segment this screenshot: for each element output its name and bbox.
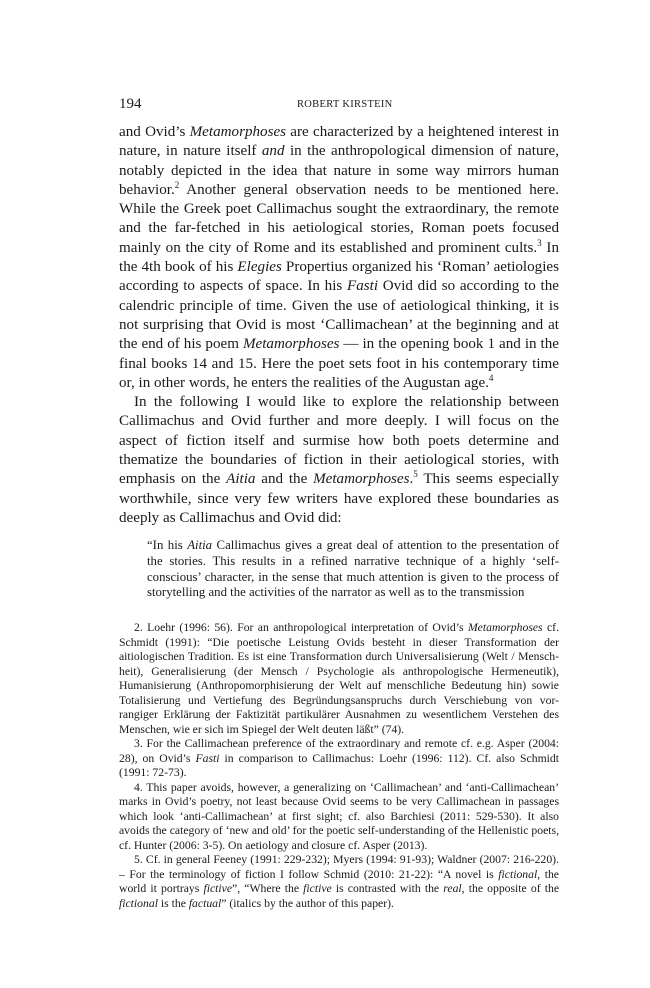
text-run: In the 4th book of his <box>119 239 559 276</box>
text-run: , the opposite of the <box>461 882 560 896</box>
italic-term: real <box>443 882 462 896</box>
text-run: Callimachus gives a great deal of attention to the presentation of the stories. This results in a refined narrative technique of a highly ‘self-conscious’ character, in the sense that much attention is given to the process of storytelling and the activities of the narrator as well as to the transmission <box>147 538 559 600</box>
footnotes <box>119 621 559 911</box>
italic-term: fictional <box>119 896 158 910</box>
text-run: and the <box>255 471 314 488</box>
text-run: is contrasted with the <box>331 882 444 896</box>
text-run: — in the opening book 1 and in the final books 14 and 15. Here the poet sets foot in his contemporary time or, in other words, he enters the realities of the Augustan age. <box>119 336 559 391</box>
text-run: 2. Loehr (1996: 56). For an anthropological interpretation of Ovid’s <box>134 621 468 635</box>
footnote-3 <box>119 737 559 781</box>
text-run: ” (italics by the author of this paper). <box>221 896 394 910</box>
text-run: ”, “Where the <box>232 882 304 896</box>
text-run: 4. This paper avoids, however, a generalizing on ‘Callimachean’ and ‘anti-Callimachean’ marks in Ovid’s poetry, not least because Ovid seems to be very Callimachean in passages which look ‘anti-Callimachean’ at first sight; cf. also Barchiesi (2011: 529-530). It also avoids the category of ‘new and old’ for the poetic self-understanding of the Hellenistic poets, cf. Hunter (2006: 3-5). On aetiology and closure cf. Asper (2013). <box>119 780 559 852</box>
text-run: cf. Schmidt (1991): “Die poetische Leistung Ovids besteht in dieser Transformation der aitiologischen Tradition. Es ist eine Transformation durch Universalisierung (Welt / Mensch-heit), Generalisierung (der Mensch / Psychologie als anthropologische Hermeneutik), Humanisierung (Anthropomorphisierung der Welt auf menschliche Bedeutung hin) sowie Totalisierung und Vertiefung des Begründungsanspruchs durch Verschiebung von vor-rangiger Erklärung der Faktizität partikulärer Ausnahmen zu wesentlichem Verstehen des Menschen, wie er sich im Spiegel der Welt deuten läßt” (74). <box>119 621 559 736</box>
text-run: in the anthropological dimension of nature, notably depicted in the idea that nature in some way mirrors human behavior. <box>119 143 559 198</box>
italic-term: fictive <box>203 882 233 896</box>
italic-title: Aitia <box>226 471 256 488</box>
footnote-5 <box>119 853 559 911</box>
italic-term: fictional <box>498 867 538 881</box>
paragraph-2 <box>119 393 559 528</box>
italic-title: Aitia <box>187 538 213 553</box>
block-quote <box>147 538 559 601</box>
running-head: ROBERT KIRSTEIN <box>297 99 393 110</box>
text-run: . <box>409 471 414 488</box>
italic-title: Metamorphoses <box>189 124 287 140</box>
text-run: in comparison to Callimachus: Loehr (1996: 112). Cf. also Schmidt (1991: 72-73). <box>119 751 559 780</box>
text-run: Ovid did so according to the calendric principle of time. Given the use of aetiological thinking, it is not surprising that Ovid is most ‘Callimachean’ at the beginning and at the end of his poem <box>119 278 559 353</box>
italic-emphasis: and <box>261 143 285 160</box>
footnote-ref-3[interactable]: 3 <box>537 237 542 248</box>
paragraph-1 <box>119 123 559 393</box>
footnote-2 <box>119 621 559 737</box>
italic-title: Fasti <box>347 278 379 295</box>
text-run: This seems especially worthwhile, since very few writers have explored these boundaries as deeply as Callimachus and Ovid did: <box>119 471 559 526</box>
italic-title: Metamorphoses <box>313 471 410 488</box>
body-text <box>119 123 559 528</box>
page-content <box>119 96 559 911</box>
text-run: 3. For the Callimachean preference of the extraordinary and remote cf. e.g. Asper (2004: 28), on Ovid’s <box>119 737 559 765</box>
text-run: is the <box>157 896 189 910</box>
page-number: 194 <box>119 96 142 112</box>
text-run: and Ovid’s <box>119 124 190 140</box>
text-run: , the world it portrays <box>119 867 559 896</box>
footnote-ref-5[interactable]: 5 <box>413 469 418 480</box>
footnote-ref-4[interactable]: 4 <box>488 372 494 383</box>
text-run: 5. Cf. in general Feeney (1991: 229-232); Myers (1994: 91-93); Waldner (2007: 216-220). – For the terminology of fiction I follow Schmid (2010: 21-22): “A novel is <box>119 853 559 881</box>
text-run: Propertius organized his ‘Roman’ aetiologies according to aspects of space. In his <box>119 259 559 295</box>
footnote-4 <box>119 781 559 854</box>
text-run: are characterized by a heightened interest in nature, in nature itself <box>119 124 559 160</box>
page-header <box>119 96 559 114</box>
text-run: Another general observation needs to be mentioned here. While the Greek poet Callimachus sought the extraordinary, the remote and the far-fetched in his aetiological stories, Roman poets focused mainly on the city of Rome and its established and prominent cults. <box>119 181 559 256</box>
italic-term: factual <box>188 896 222 910</box>
italic-title: Metamorphoses <box>467 621 543 635</box>
footnote-ref-2[interactable]: 2 <box>174 179 180 190</box>
italic-title: Metamorphoses <box>242 336 340 353</box>
text-run: “In his <box>147 538 188 553</box>
italic-title: Elegies <box>237 259 282 276</box>
italic-term: fictive <box>303 882 332 896</box>
italic-title: Fasti <box>195 751 220 765</box>
text-run: In the following I would like to explore the relationship between Callimachus and Ovid further and more deeply. I will focus on the aspect of fiction itself and surmise how both poets determine and thematize the boundaries of fiction in their aetiological stories, with emphasis on the <box>119 394 559 488</box>
